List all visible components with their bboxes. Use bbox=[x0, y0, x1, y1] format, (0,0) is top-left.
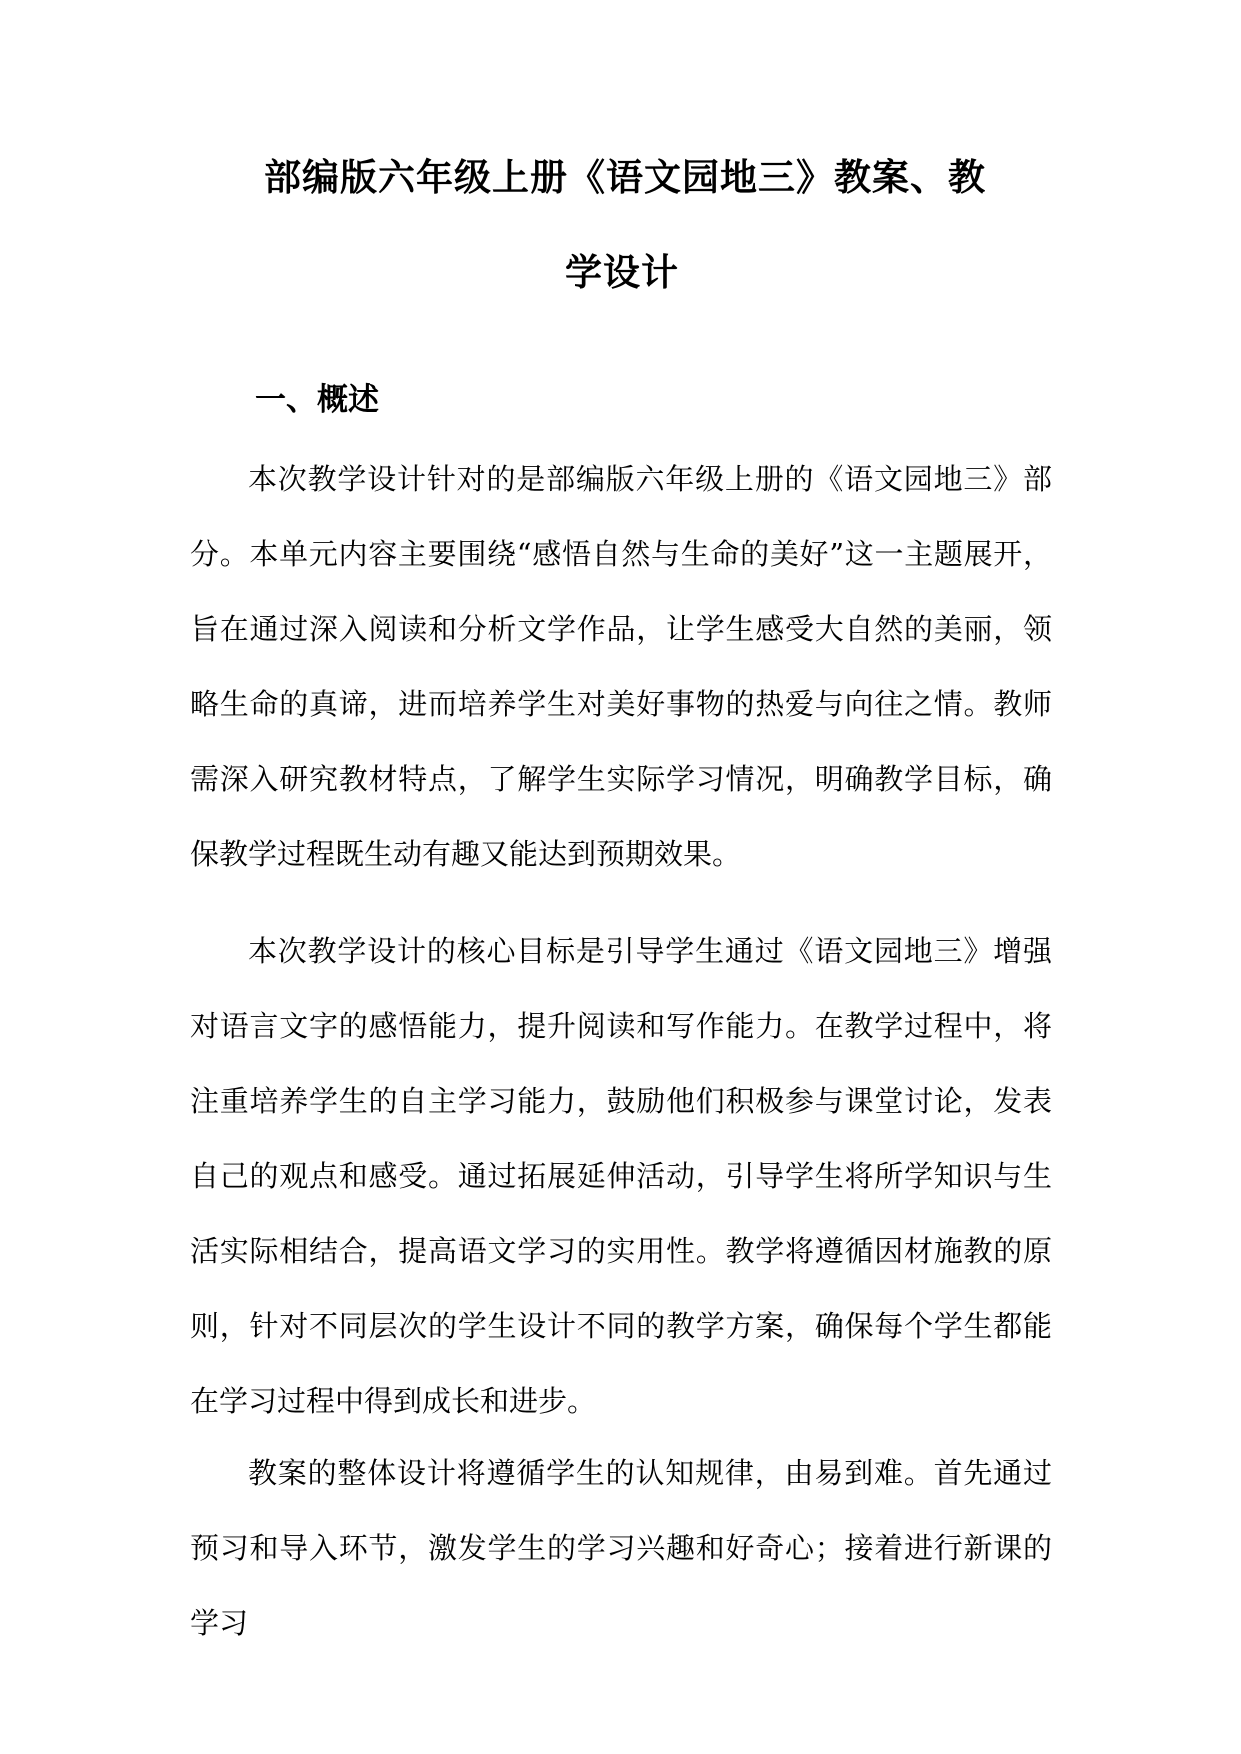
document-title-line-1: 部编版六年级上册《语文园地三》教案、教 bbox=[264, 155, 986, 199]
paragraph-2: 本次教学设计的核心目标是引导学生通过《语文园地三》增强对语言文字的感悟能力，提升阅读和写作能力。在教学过程中，将注重培养学生的自主学习能力，鼓励他们积极参与课堂讨论，发表自己的观点和感受。通过拓展延伸活动，引导学生将所学知识与生活实际相结合，提高语文学习的实用性。教学将遵循因材施教的原则，针对不同层次的学生设计不同的教学方案，确保每个学生都能在学习过程中得到成长和进步。 bbox=[190, 934, 1052, 1418]
document-title-line-2: 学设计 bbox=[565, 250, 679, 294]
paragraph-3: 教案的整体设计将遵循学生的认知规律，由易到难。首先通过预习和导入环节，激发学生的学习兴趣和好奇心；接着进行新课的学习 bbox=[190, 1456, 1052, 1640]
section-heading-overview: 一、概述 bbox=[255, 382, 379, 418]
paragraph-1: 本次教学设计针对的是部编版六年级上册的《语文园地三》部分。本单元内容主要围绕“感悟自然与生命的美好”这一主题展开，旨在通过深入阅读和分析文学作品，让学生感受大自然的美丽，领略生命的真谛，进而培养学生对美好事物的热爱与向往之情。教师需深入研究教材特点，了解学生实际学习情况，明确教学目标，确保教学过程既生动有趣又能达到预期效果。 bbox=[190, 462, 1052, 871]
